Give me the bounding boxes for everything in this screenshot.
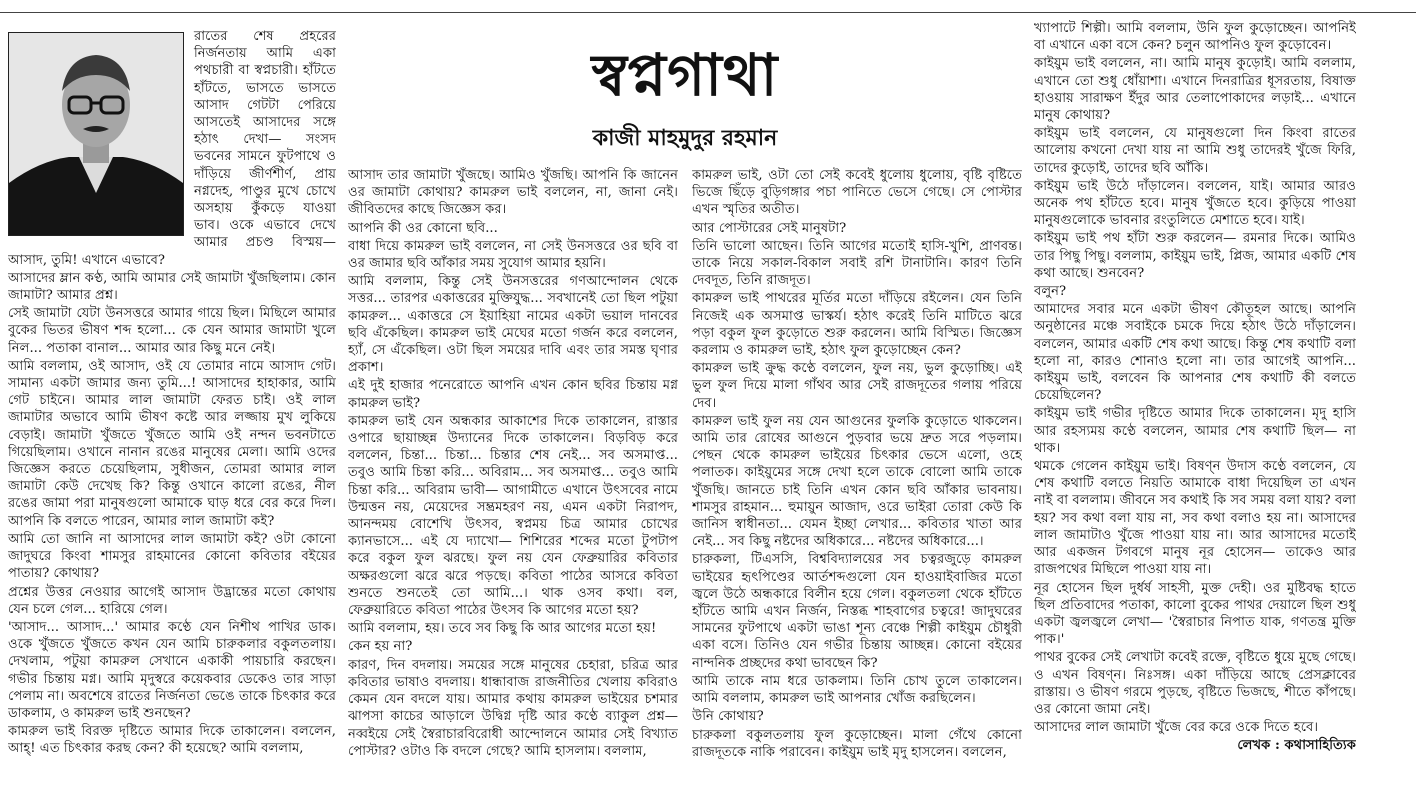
paragraph: উনি কোথায়? [692, 709, 764, 725]
portrait-image [9, 33, 183, 235]
column-1 [8, 28, 336, 794]
paragraph: আমি তাকে নাম ধরে ডাকলাম। তিনি চোখ তুলে তাকালেন। আমি বললাম, কামরুল ভাই আপনার খোঁজ করছিলেন। [692, 673, 1022, 707]
paragraph: আসাদের লাল জামাটা খুঁজে বের করে ওকে দিতে হবে। [1034, 720, 1319, 736]
paragraph: কামরুল ভাই বিরক্ত দৃষ্টিতে আমার দিকে তাকালেন। বললেন, আহ্! এত চিৎকার করছ কেন? কী হয়েছে? আমি বললাম, [8, 724, 336, 757]
paragraph: আর পোস্টারের সেই মানুষটা? [692, 220, 847, 236]
paragraph: কামরুল ভাই, ওটা তো সেই কবেই ধুলোয় ধুলোয়, বৃষ্টি বৃষ্টিতে ভিজে ছিঁড়ে বুড়িগঙ্গার পচা পানিতে ভেসে গেছে। সে পোস্টার এখন স্মৃতির অতীত। [692, 168, 1022, 218]
paragraph: কামরুল ভাই যেন অন্ধকার আকাশের দিকে তাকালেন, রাস্তার ওপারে ছায়াচ্ছন্ন উদ্যানের দিকে তাকালেন। বিড়বিড় করে বললেন, চিন্তা... চিন্তা... চিন্তার শেষ নেই... সব অসমাপ্ত... তবুও আমি চিন্তা করি... অবিরাম... সব অসমাপ্ত... তবুও আমি চিন্তা করি... অবিরাম ভাবী— আগামীতে এখানে উৎসবের নামে উন্মত্তন নয়, মেয়েদের সম্ভ্রমহরণ নয়, এমন একটা নিরাপদ, আনন্দময় বোশেখি উৎসব, স্বপ্নময় চিত্র আমার চোখের ক্যানভাসে... এই যে দ্যাখো— শিশিরের শব্দের মতো টুপটাপ করে বকুল ফুল ঝরছে। ফুল নয় যেন ফেব্রুয়ারির কবিতার অক্ষরগুলো ঝরে ঝরে পড়ছে। কবিতা পাঠের আসরে কবিতা শুনতে শুনতেই তো আমি...। থাক ওসব কথা। বল, ফেব্রুয়ারিতে কবিতা পাঠের উৎসব কি আগের মতো হয়? [348, 413, 678, 619]
paragraph: কাইয়ুম ভাই গভীর দৃষ্টিতে আমার দিকে তাকালেন। মৃদু হাসি আর রহস্যময় কণ্ঠে বললেন, আমার শেষ কথাটি ছিল— না থাক। [1034, 406, 1356, 456]
paragraph: প্রশ্নের উত্তর নেওয়ার আগেই আসাদ উদ্ভ্রান্তের মতো কোথায় যেন চলে গেল... হারিয়ে গেল। [8, 584, 336, 617]
paragraph: নূর হোসেন ছিল দুর্ধর্ষ সাহসী, মুক্ত দেহী। ওর মুষ্টিবদ্ধ হাতে ছিল প্রতিবাদের পতাকা, কালো বুকের পাথর দেয়ালে ছিল শুধু একটা জ্বলজ্বলে লেখা— 'স্বৈরাচার নিপাত যাক, গণতন্ত্র মুক্তি পাক।' [1034, 580, 1356, 648]
paragraph: থমকে গেলেন কাইয়ুম ভাই। বিষণ্ন উদাস কণ্ঠে বললেন, যে শেষ কথাটি বলতে নিয়তি আমাকে বাধা দিয়েছিল তা এখন নাই বা বললাম। জীবনে সব কথাই কি সব সময় বলা যায়? বলা হয়? সব কথা বলা যায় না, সব কথা বলাও হয় না। আসাদের লাল জামাটাও খুঁজে পাওয়া যায় না। আর আসাদের মতোই আর একজন টগবগে মানুষ নূর হোসেন— তাকেও আর রাজপথের মিছিলে পাওয়া যায় না। [1034, 459, 1356, 578]
paragraph: সেই জামাটা যেটা উনসত্তরে আমার গায়ে ছিল। মিছিলে আমার বুকের ভিতর ভীষণ শব্দ হলো... কে যেন আমার জামাটা খুলে নিল... পতাকা বানাল... আমার আর কিছু মনে নেই। [8, 306, 336, 356]
paragraph: কারণ, দিন বদলায়। সময়ের সঙ্গে মানুষের চেহারা, চরিত্র আর কবিতার ভাষাও বদলায়। ধান্ধাবাজ রাজনীতির খেলায় কবিরাও কেমন যেন বদলে যায়। আমার কথায় কামরুল ভাইয়ের চশমার ঝাপসা কাচের আড়ালে উদ্বিগ্ন দৃষ্টি আর কণ্ঠে ব্যাকুল প্রশ্ন— নব্বইয়ে সেই স্বৈরাচারবিরোধী আন্দোলনে আমার সেই বিখ্যাত পোস্টার? ওটাও কি বদলে গেছে? আমি হাসলাম। বললাম, [348, 657, 678, 759]
paragraph: রাতের শেষ প্রহরের নির্জনতায় আমি একা পথচারী বা স্বপ্নচারী। হাঁটতে হাঁটতে, ভাসতে ভাসতে আসাদ গেটটা পেরিয়ে আসতেই আসাদের সঙ্গে হঠাৎ দেখা— সংসদ ভবনের সামনে ফুটপাথে ও দাঁড়িয়ে জীর্ণশীর্ণ, প্রায় নগ্নদেহ, পাণ্ডুর মুখে চোখে অসহায় কুঁকড়ে যাওয়া ভাব। ওকে এভাবে দেখে আমার প্রচণ্ড বিস্ময়— আসাদ, তুমি! এখানে এভাবে? [8, 29, 336, 268]
paragraph: আমি বললাম, কিন্তু সেই উনসত্তরের গণআন্দোলন থেকে সত্তর... তারপর একাত্তরের মুক্তিযুদ্ধ... সবখানেই তো ছিল পটুয়া কামরুল... একাত্তরে সে ইয়াহিয়া নামের একটা ভয়াল দানবের ছবি এঁকেছিল। কামরুল ভাই মেঘের মতো গর্জন করে বললেন, হ্যাঁ, সে এঁকেছিল। ওটা ছিল সময়ের দাবি এবং তার সমস্ত ঘৃণার প্রকাশ। [348, 274, 678, 376]
paragraph: আমি তো জানি না আসাদের লাল জামাটা কই? ওটা কোনো জাদুঘরে কিংবা শামসুর রাহমানের কোনো কবিতার বইয়ের পাতায়? কোথায়? [8, 531, 336, 582]
paragraph: কেন হয় না? [348, 639, 413, 655]
paragraph: কাইয়ুম ভাই উঠে দাঁড়ালেন। বললেন, যাই। আমার আরও অনেক পথ হাঁটতে হবে। মানুষ খুঁজতে হবে। কুড়িয়ে পাওয়া মানুষগুলোকে ভাবনার রংতুলিতে মেশাতে হবে। যাই। [1034, 178, 1356, 229]
paragraph: চারুকলা, টিএসসি, বিশ্ববিদ্যালয়ের সব চত্বরজুড়ে কামরুল ভাইয়ের হৃৎপিণ্ডের আর্তশব্দগুলো যেন হাওয়াইবাজির মতো জ্বলে উঠে অন্ধকারে বিলীন হয়ে গেল। বকুলতলা থেকে হাঁটতে হাঁটতে আমি এখন নির্জন, নিস্তব্ধ শাহবাগের চত্বরে! জাদুঘরের সামনের ফুটপাথে একটা ভাঙা শূন্য বেঞ্চে শিল্পী কাইয়ুম চৌধুরী একা বসে। তিনিও যেন গভীর চিন্তায় আচ্ছন্ন। কোনো বইয়ের নান্দনিক প্রচ্ছদের কথা ভাবছেন কি? [692, 552, 1022, 671]
paragraph: আসাদ তার জামাটা খুঁজছে। আমিও খুঁজছি। আপনি কি জানেন ওর জামাটা কোথায়? কামরুল ভাই বললেন, না, জানা নেই। জীবিতদের কাছে জিজ্ঞেস কর। [348, 168, 678, 218]
paragraph: কাইয়ুম ভাই বললেন, না। আমি মানুষ কুড়োই। আমি বললাম, এখানে তো শুধু ধোঁয়াশা। এখানে দিনরাত্রির ধূসরতায়, বিষাক্ত হাওয়ায় সারাক্ষণ ইঁদুর আর তেলাপোকাদের লড়াই... এখানে মানুষ কোথায়? [1034, 56, 1356, 124]
paragraph: 'আসাদ... আসাদ...' আমার কণ্ঠে যেন নিশীথ পাখির ডাক। ওকে খুঁজতে খুঁজতে কখন যেন আমি চারুকলার বকুলতলায়। দেখলাম, পটুয়া কামরুল সেখানে একাকী পায়চারি করছেন। গভীর চিন্তায় মগ্ন। আমি মৃদুস্বরে কয়েকবার ডেকেও তার সাড়া পেলাম না। অবশেষে রাতের নির্জনতা ভেঙে তাকে চিৎকার করে ডাকলাম, ও কামরুল ভাই শুনছেন? [8, 619, 336, 721]
paragraph: তিনি ভালো আছেন। তিনি আগের মতোই হাসি-খুশি, প্রাণবন্ত। তাকে নিয়ে সকাল-বিকাল সবাই রশি টানাটানি। কারণ তিনি দেবদূত, তিনি রাজদূত। [692, 238, 1022, 289]
paragraph: বলুন? [1034, 284, 1067, 300]
article-title: স্বপ্নগাথা [591, 41, 779, 109]
paragraph: আমাদের সবার মনে একটা ভীষণ কৌতূহল আছে। আপনি অনুষ্ঠানের মঞ্চে সবাইকে চমকে দিয়ে হঠাৎ উঠে দাঁড়ালেন। বললেন, আমার একটি শেষ কথা আছে। কিন্তু শেষ কথাটি বলা হলো না, কারও শোনাও হলো না। তার আগেই আপনি... কাইয়ুম ভাই, বলবেন কি আপনার শেষ কথাটি কী বলতে চেয়েছিলেন? [1034, 302, 1356, 404]
paragraph: আমি বললাম, ওই আসাদ, ওই যে তোমার নামে আসাদ গেট। সামান্য একটা জামার জন্য তুমি...! আসাদের হাহাকার, আমি গেট চাইনে। আমার লাল জামাটা ফেরত চাই। ওই লাল জামাটার অভাবে আমি ভীষণ কষ্টে আর লজ্জায় মুখ লুকিয়ে বেড়াই। জামাটা খুঁজতে খুঁজতে আমি ওই নন্দন ভবনটাতে গিয়েছিলাম। ওখানে নানান রঙের মানুষের মেলা। আমি ওদের জিজ্ঞেস করতে চেয়েছিলাম, সুধীজন, তোমরা আমার লাল জামাটা কেউ দেখেছ কি? কিন্তু ওখানে কালো রঙের, নীল রঙের জামা পরা মানুষগুলো আমাকে ঘাড় ধরে বের করে দিল। আপনি কি বলতে পারেন, আমার লাল জামাটা কই? [8, 358, 336, 529]
paragraph: আমি বললাম, হয়। তবে সব কিছু কি আর আগের মতো হয়! [348, 621, 657, 637]
paragraph: পাথর বুকের সেই লেখাটা কবেই রক্তে, বৃষ্টিতে ধুয়ে মুছে গেছে। ও এখন বিষণ্ন। নিঃসঙ্গ। একা দাঁড়িয়ে আছে প্রেসক্লাবের রাস্তায়। ও ভীষণ গরমে পুড়ছে, বৃষ্টিতে ভিজছে, শীতে কাঁপছে। ওর কোনো জামা নেই। [1034, 650, 1356, 717]
paragraph: এই দুই হাজার পনেরোতে আপনি এখন কোন ছবির চিন্তায় মগ্ন কামরুল ভাই? [348, 378, 678, 411]
paragraph: কামরুল ভাই ক্রুদ্ধ কণ্ঠে বললেন, ফুল নয়, ভুল কুড়োচ্ছি। এই ভুল ফুল দিয়ে মালা গাঁথব আর সেই রাজদূতের গলায় পরিয়ে দেব। [692, 361, 1022, 411]
paragraph: চারুকলা বকুলতলায় ফুল কুড়োচ্ছেন। মালা গেঁথে কোনো রাজদূতকে নাকি পরাবেন। কাইয়ুম ভাই মৃদু হাসলেন। বললেন, [692, 727, 1022, 760]
paragraph: কামরুল ভাই ফুল নয় যেন আগুনের ফুলকি কুড়োতে থাকলেন। আমি তার রোষের আগুনে পুড়বার ভয়ে দ্রুত সরে পড়লাম। পেছন থেকে কামরুল ভাইয়ের চিৎকার ভেসে এলো, ওহে পলাতক। কাইয়ুমের সঙ্গে দেখা হলে তাকে বোলো আমি তাকে খুঁজছি। জানতে চাই তিনি এখন কোন ছবি আঁকার ভাবনায়। শামসুর রাহমান... হুমায়ুন আজাদ, ওরে ভাইরা তোরা কেউ কি জানিস স্বাধীনতা... যেমন ইচ্ছা লেখার... কবিতার খাতা আর নেই... সব কিছু নষ্টদের অধিকারে... নষ্টদের অধিকারে...। [692, 413, 1022, 550]
paragraph: বাধা দিয়ে কামরুল ভাই বললেন, না সেই উনসত্তরে ওর ছবি বা ওর জামার ছবি আঁকার সময় সুযোগ আমার হয়নি। [348, 238, 678, 272]
column-3 [692, 167, 1022, 794]
paragraph: আপনি কী ওর কোনো ছবি... [348, 220, 498, 236]
paragraph: কামরুল ভাই পাথরের মূর্তির মতো দাঁড়িয়ে রইলেন। যেন তিনি নিজেই এক অসমাপ্ত ভাস্কর্য। হঠাৎ করেই তিনি মাটিতে ঝরে পড়া বকুল ফুল কুড়োতে শুরু করলেন। আমি বিস্মিত। জিজ্ঞেস করলাম ও কামরুল ভাই, হঠাৎ ফুল কুড়োচ্ছেন কেন? [692, 291, 1022, 359]
author-photo [8, 32, 184, 236]
paragraph: কাইয়ুম ভাই বললেন, যে মানুষগুলো দিন কিংবা রাতের আলোয় কখনো দেখা যায় না আমি শুধু তাদেরই খুঁজে ফিরি, তাদের কুড়োই, তাদের ছবি আঁকি। [1034, 126, 1356, 176]
paragraph: কাইয়ুম ভাই পথ হাঁটা শুরু করলেন— রমনার দিকে। আমিও তার পিছু পিছু। বললাম, কাইয়ুম ভাই, প্লিজ, আমার একটি শেষ কথা আছে। শুনবেন? [1034, 231, 1356, 281]
paragraph: আসাদের ম্লান কণ্ঠ, আমি আমার সেই জামাটা খুঁজছিলাম। কোন জামাটা? আমার প্রশ্ন। [8, 270, 336, 304]
top-rule [0, 12, 1416, 13]
paragraph: খ্যাপাটে শিল্পী। আমি বললাম, উনি ফুল কুড়োচ্ছেন। আপনিই বা এখানে একা বসে কেন? চলুন আপনিও ফুল কুড়োবেন। [1034, 21, 1356, 54]
headline-block [350, 40, 1020, 154]
article-author: কাজী মাহমুদুর রহমান [592, 126, 778, 151]
column-2 [348, 167, 678, 794]
column-4 [1034, 20, 1356, 794]
author-byline: লেখক : কথাসাহিত্যিক [1237, 738, 1356, 754]
